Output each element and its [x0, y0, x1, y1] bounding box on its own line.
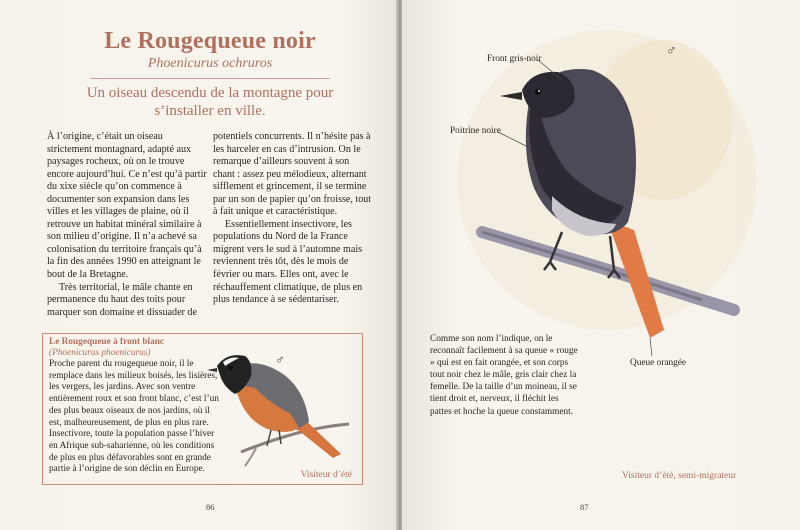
male-symbol-icon: ♂	[666, 44, 677, 59]
black-redstart-illustration	[402, 0, 800, 380]
inset-title: Le Rougequeue à front blanc	[49, 337, 165, 347]
right-body-text	[430, 333, 580, 418]
label-front: Front gris-noir	[487, 54, 542, 64]
latin-name: Phoenicurus ochruros	[147, 56, 273, 71]
text-column-2	[213, 131, 373, 307]
inset-caption: Visiteur d’été	[300, 470, 352, 480]
title-divider	[90, 78, 330, 79]
left-page	[0, 0, 398, 530]
text-column-1	[47, 131, 207, 319]
male-symbol-icon: ♂	[275, 352, 285, 367]
paragraph: potentiels concurrents. Il n’hésite pas à les harceler en cas d’intrusion. On le remarque d’ailleurs souvent à son chant : assez peu mélodieux, alternant sifflement et grincement, il se termine par un son de papier qu’on froisse, tout à fait unique et caractéristique.	[213, 131, 372, 218]
page-title: Le Rougequeue noir	[104, 28, 316, 54]
inset-latin-name: (Phoenicurus phoenicurus)	[49, 348, 151, 358]
common-redstart-illustration	[201, 344, 351, 472]
tagline: Un oiseau descendu de la montagne pour s’installer en ville.	[86, 85, 334, 119]
right-page	[402, 0, 800, 530]
right-caption: Visiteur d’été, semi-migrateur	[622, 471, 737, 481]
paragraph: À l’origine, c’était un oiseau strictement montagnard, adapté aux paysages rocheux, où on le trouve encore aujourd’hui. Ce n’est qu’à partir du xixe siècle qu’on commence à documenter son expansion dans les villes et les villages de plaine, où il retrouve un habitat minéral similaire à son milieu d’origine. Il n’a achevé sa colonisation du territoire français qu’à la fin des années 1990 en atteignant le bout de la Bretagne.	[47, 131, 207, 281]
page-number: 86	[206, 502, 215, 512]
inset-body	[49, 359, 224, 476]
paragraph: Proche parent du rougequeue noir, il le remplace dans les milieux boisés, les lisières, les vergers, les jardins. Avec son ventre entièrement roux et son front blanc, c’est l’un des plus beaux oiseaux de nos jardins, où il est, malheureusement, de plus en plus rare. Insectivore, toute la population passe l’hiver en Afrique sub-saharienne, où les conditions de plus en plus défavorables sont en grande partie à l’origine de son déclin en Europe.	[49, 359, 219, 475]
label-chest: Poitrine noire	[450, 126, 501, 136]
label-tail: Queue orangée	[630, 358, 687, 368]
inset-box-redstart	[42, 333, 363, 485]
page-number: 87	[580, 502, 589, 512]
paragraph: Très territorial, le mâle chante en permanence du haut des toits pour marquer son domaine et dissuader de	[47, 281, 197, 318]
paragraph: Essentiellement insectivore, les populations du Nord de la France migrent vers le sud à l’automne mais reviennent très tôt, dès le mois de février ou mars. Elles ont, avec le réchauffement climatique, de plus en plus tendance à se sédentariser.	[213, 218, 363, 306]
paragraph: Comme son nom l’indique, on le reconnaît facilement à sa queue « rouge » qui est en fait orangée, et son corps tout noir chez le mâle, gris clair chez la femelle. De la taille d’un moineau, il se tient droit et, nerveux, il fléchit les pattes et hoche la queue constamment.	[430, 334, 578, 417]
